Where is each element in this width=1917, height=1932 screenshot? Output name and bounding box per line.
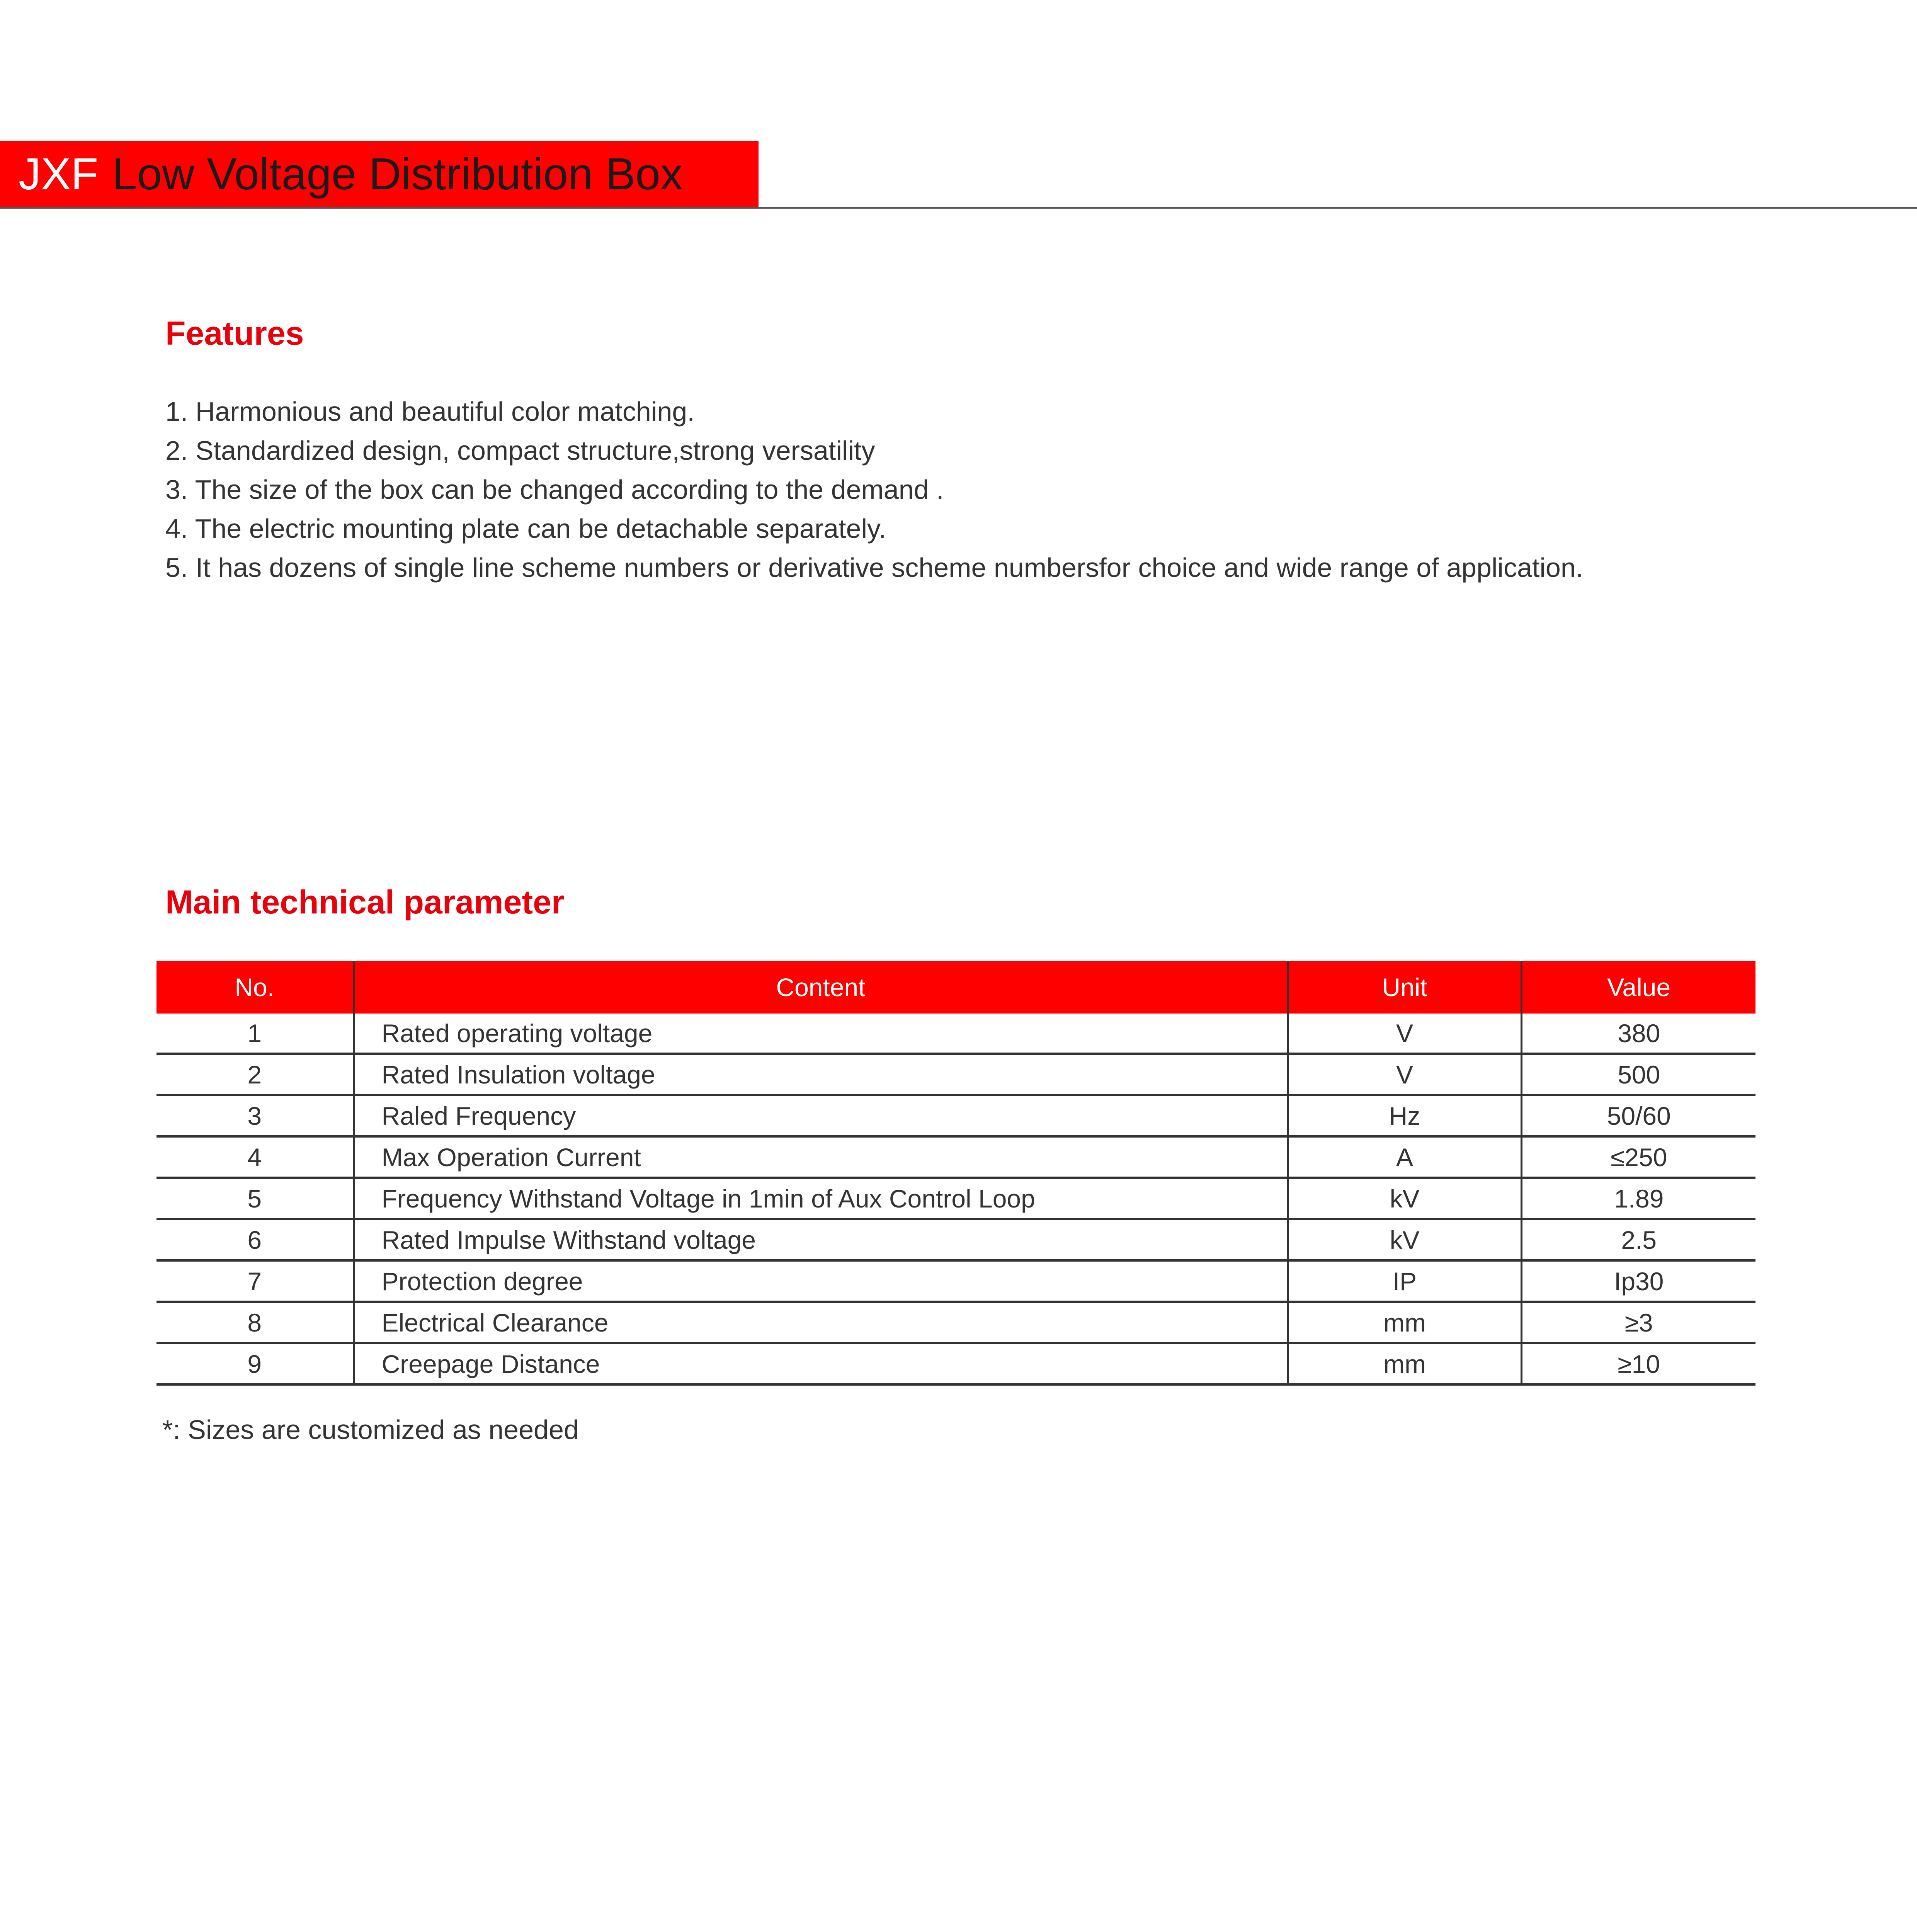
title-divider — [0, 207, 1917, 209]
parameters-heading: Main technical parameter — [165, 884, 565, 921]
row-content: Rated Impulse Withstand voltage — [354, 1219, 1288, 1260]
row-number: 8 — [156, 1302, 354, 1343]
feature-item: 4. The electric mounting plate can be detachable separately. — [165, 514, 886, 544]
row-content: Rated Insulation voltage — [354, 1054, 1288, 1095]
row-unit: V — [1288, 1014, 1521, 1054]
row-value: ≥10 — [1521, 1343, 1755, 1384]
row-value: 50/60 — [1521, 1095, 1755, 1136]
row-value: 2.5 — [1521, 1219, 1755, 1260]
row-number: 5 — [156, 1178, 354, 1219]
row-unit: mm — [1288, 1343, 1521, 1384]
row-value: 1.89 — [1521, 1178, 1755, 1219]
row-unit: kV — [1288, 1219, 1521, 1260]
column-header-value: Value — [1521, 961, 1755, 1014]
row-unit: kV — [1288, 1178, 1521, 1219]
row-value: ≤250 — [1521, 1136, 1755, 1178]
table-row — [156, 1136, 1755, 1178]
footnote: *: Sizes are customized as needed — [162, 1415, 579, 1445]
row-number: 7 — [156, 1260, 354, 1302]
feature-item: 5. It has dozens of single line scheme numbers or derivative scheme numbersfor choice and wide range of application. — [165, 553, 1584, 583]
table-row — [156, 1343, 1755, 1384]
features-heading: Features — [165, 315, 304, 352]
table-row — [156, 1302, 1755, 1343]
title-banner — [0, 141, 759, 207]
table-row — [156, 1219, 1755, 1260]
row-number: 9 — [156, 1343, 354, 1384]
row-unit: V — [1288, 1054, 1521, 1095]
column-header-no: No. — [156, 961, 354, 1014]
row-content: Max Operation Current — [354, 1136, 1288, 1178]
table-row — [156, 1178, 1755, 1219]
feature-item: 1. Harmonious and beautiful color matching. — [165, 396, 695, 427]
feature-item: 3. The size of the box can be changed according to the demand . — [165, 474, 944, 505]
row-content: Protection degree — [354, 1260, 1288, 1302]
row-number: 3 — [156, 1095, 354, 1136]
table-header-row — [156, 961, 1755, 1014]
title-prefix: JXF — [19, 149, 99, 199]
row-value: 380 — [1521, 1014, 1755, 1054]
row-content: Rated operating voltage — [354, 1014, 1288, 1054]
column-header-unit: Unit — [1288, 961, 1521, 1014]
table-row — [156, 1014, 1755, 1054]
row-number: 2 — [156, 1054, 354, 1095]
row-number: 4 — [156, 1136, 354, 1178]
table-row — [156, 1054, 1755, 1095]
column-header-content: Content — [354, 961, 1288, 1014]
row-value: ≥3 — [1521, 1302, 1755, 1343]
row-content: Creepage Distance — [354, 1343, 1288, 1384]
row-number: 1 — [156, 1014, 354, 1054]
row-unit: A — [1288, 1136, 1521, 1178]
table-row — [156, 1095, 1755, 1136]
row-content: Frequency Withstand Voltage in 1min of Aux Control Loop — [354, 1178, 1288, 1219]
feature-item: 2. Standardized design, compact structure,strong versatility — [165, 435, 875, 466]
features-list — [165, 392, 1583, 587]
row-number: 6 — [156, 1219, 354, 1260]
row-unit: IP — [1288, 1260, 1521, 1302]
parameters-table — [156, 961, 1755, 1386]
row-unit: mm — [1288, 1302, 1521, 1343]
row-unit: Hz — [1288, 1095, 1521, 1136]
row-value: Ip30 — [1521, 1260, 1755, 1302]
row-content: Raled Frequency — [354, 1095, 1288, 1136]
table-row — [156, 1260, 1755, 1302]
row-content: Electrical Clearance — [354, 1302, 1288, 1343]
page-title: Low Voltage Distribution Box — [112, 149, 683, 199]
row-value: 500 — [1521, 1054, 1755, 1095]
